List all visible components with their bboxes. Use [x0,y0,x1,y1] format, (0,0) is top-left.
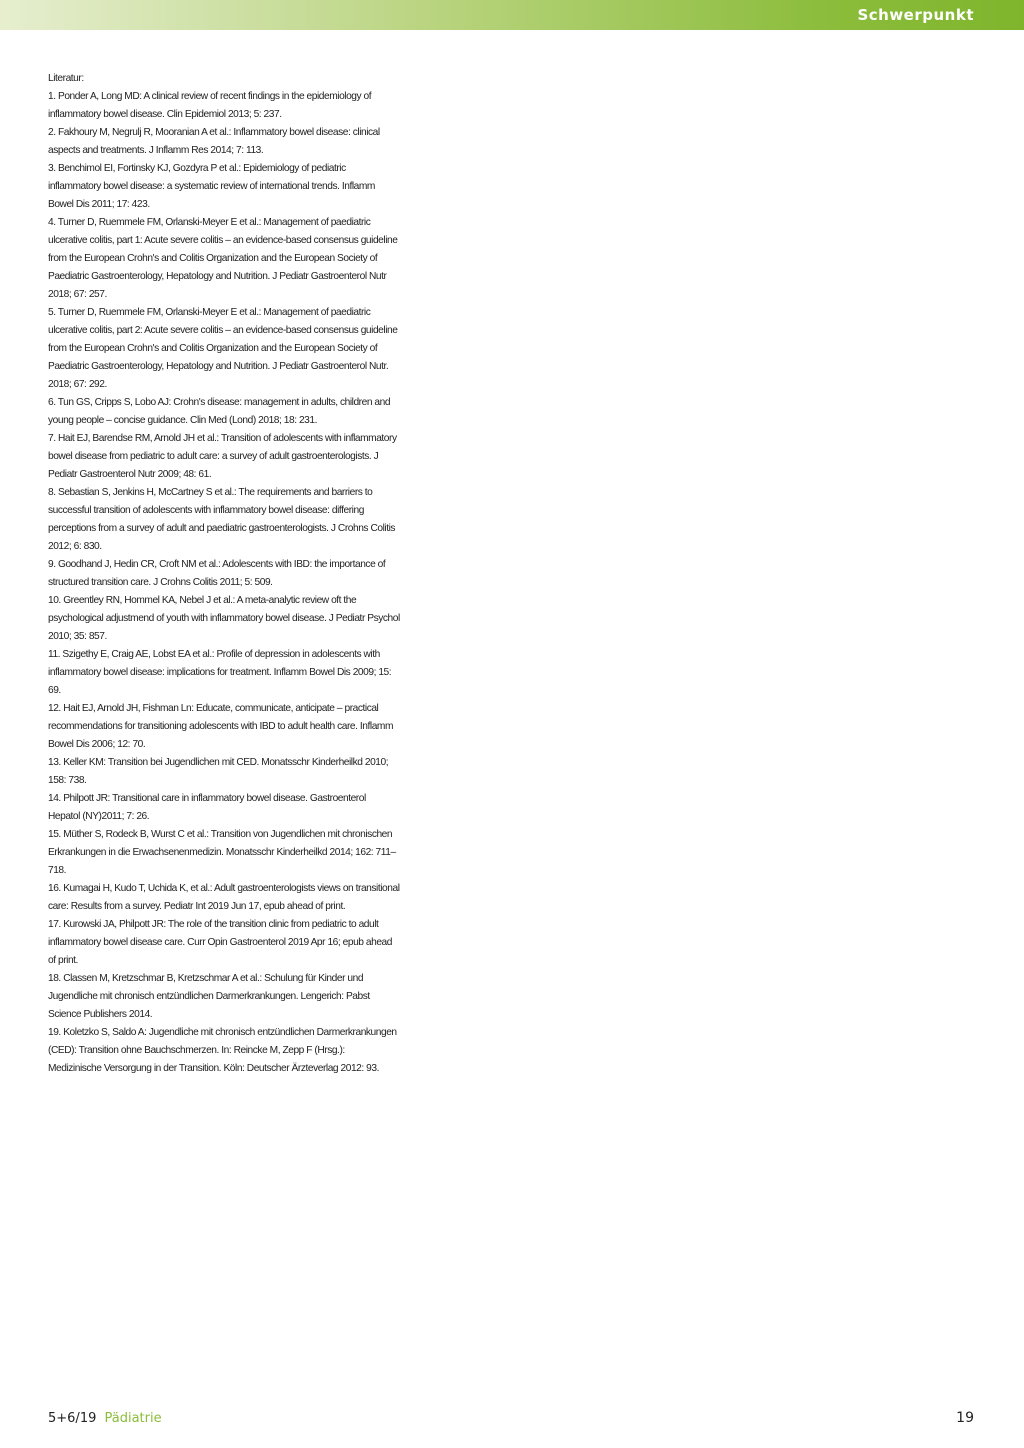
reference-item: 8. Sebastian S, Jenkins H, McCartney S et al.: The requirements and barriers to successful transition of adolescents with inflammatory bowel disease: differing perceptions from a survey of adult and paediatric gastroenterologists. J Crohns Colitis 2012; 6: 830. [48,487,396,552]
reference-item: 6. Tun GS, Cripps S, Lobo AJ: Crohn's disease: management in adults, children and young people – concise guidance. Clin Med (Lond) 2018; 18: 231. [48,397,391,426]
footer-issue-info [48,1411,162,1426]
reference-item: 18. Classen M, Kretzschmar B, Kretzschmar A et al.: Schulung für Kinder und Jugendliche mit chronisch entzündlichen Darmerkrankungen. Lengerich: Pabst Science Publishers 2014. [48,973,370,1020]
reference-item: 19. Koletzko S, Saldo A: Jugendliche mit chronisch entzündlichen Darmerkrankungen (CED): Transition ohne Bauchschmerzen. In: Reincke M, Zepp F (Hrsg.): Medizinische Versorgung in der Transition. Köln: Deutscher Ärzteverlag 2012: 93. [48,1027,397,1074]
page-number: 19 [956,1410,974,1426]
reference-item: 7. Hait EJ, Barendse RM, Arnold JH et al.: Transition of adolescents with inflammatory bowel disease from pediatric to adult care: a survey of adult gastroenterologists. J Pediatr Gastroenterol Nutr 2009; 48: 61. [48,433,397,480]
journal-name: Pädiatrie [104,1411,162,1426]
reference-item: 11. Szigethy E, Craig AE, Lobst EA et al.: Profile of depression in adolescents with inflammatory bowel disease: implications for treatment. Inflamm Bowel Dis 2009; 15: 69. [48,649,392,696]
references-heading: Literatur: [48,73,84,84]
reference-item: 12. Hait EJ, Arnold JH, Fishman Ln: Educate, communicate, anticipate – practical recommendations for transitioning adolescents with IBD to adult health care. Inflamm Bowel Dis 2006; 12: 70. [48,703,393,750]
references-section [48,70,400,1078]
reference-item: 9. Goodhand J, Hedin CR, Croft NM et al.: Adolescents with IBD: the importance of structured transition care. J Crohns Colitis 2011; 5: 509. [48,559,386,588]
reference-item: 5. Turner D, Ruemmele FM, Orlanski-Meyer E et al.: Management of paediatric ulcerative colitis, part 2: Acute severe colitis – an evidence-based consensus guideline from the European Crohn's and Colitis Organization and the European Society of Paediatric Gastroenterology, Hepatology and Nutrition. J Pediatr Gastroenterol Nutr. 2018; 67: 292. [48,307,398,390]
section-title: Schwerpunkt [857,6,974,24]
reference-item: 14. Philpott JR: Transitional care in inflammatory bowel disease. Gastroenterol Hepatol (NY)2011; 7: 26. [48,793,366,822]
reference-list [48,88,400,1078]
reference-item: 2. Fakhoury M, Negrulj R, Mooranian A et al.: Inflammatory bowel disease: clinical aspects and treatments. J Inflamm Res 2014; 7: 113. [48,127,380,156]
issue-number: 5+6/19 [48,1411,97,1426]
reference-item: 4. Turner D, Ruemmele FM, Orlanski-Meyer E et al.: Management of paediatric ulcerative colitis, part 1: Acute severe colitis – an evidence-based consensus guideline from the European Crohn's and Colitis Organization and the European Society of Paediatric Gastroenterology, Hepatology and Nutrition. J Pediatr Gastroenterol Nutr 2018; 67: 257. [48,217,398,300]
reference-item: 3. Benchimol EI, Fortinsky KJ, Gozdyra P et al.: Epidemiology of pediatric inflammatory bowel disease: a systematic review of international trends. Inflamm Bowel Dis 2011; 17: 423. [48,163,375,210]
section-header-bar [0,0,1024,30]
reference-item: 16. Kumagai H, Kudo T, Uchida K, et al.: Adult gastroenterologists views on transitional care: Results from a survey. Pediatr Int 2019 Jun 17, epub ahead of print. [48,883,400,912]
reference-item: 1. Ponder A, Long MD: A clinical review of recent findings in the epidemiology of inflammatory bowel disease. Clin Epidemiol 2013; 5: 237. [48,91,372,120]
reference-item: 17. Kurowski JA, Philpott JR: The role of the transition clinic from pediatric to adult inflammatory bowel disease care. Curr Opin Gastroenterol 2019 Apr 16; epub ahead of print. [48,919,392,966]
reference-item: 15. Müther S, Rodeck B, Wurst C et al.: Transition von Jugendlichen mit chronischen Erkrankungen in die Erwachsenenmedizin. Monatsschr Kinderheilkd 2014; 162: 711–718. [48,829,396,876]
reference-item: 10. Greentley RN, Hommel KA, Nebel J et al.: A meta-analytic review oft the psychological adjustmend of youth with inflammatory bowel disease. J Pediatr Psychol 2010; 35: 857. [48,595,400,642]
reference-item: 13. Keller KM: Transition bei Jugendlichen mit CED. Monatsschr Kinderheilkd 2010; 158: 738. [48,757,389,786]
